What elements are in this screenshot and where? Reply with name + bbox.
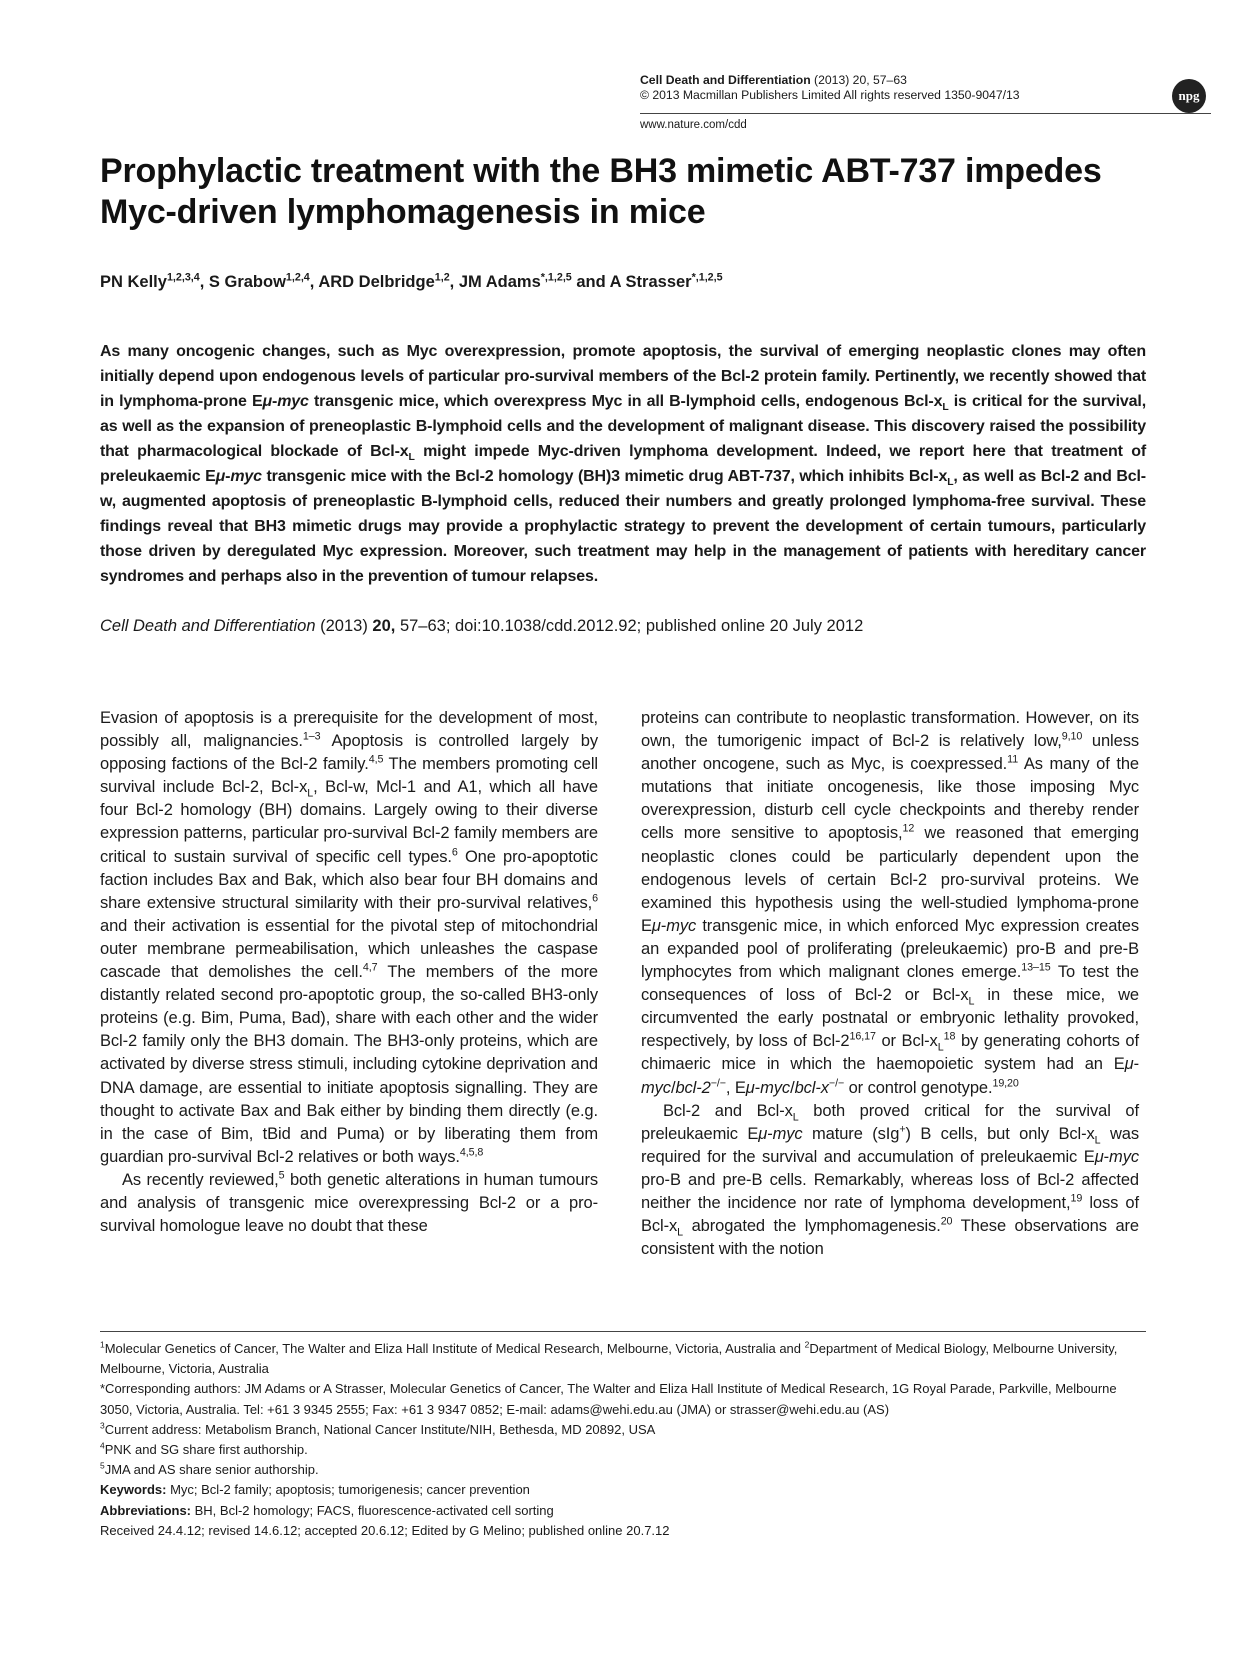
email-link-adams[interactable]: adams@wehi.edu.au <box>550 1401 673 1417</box>
footnotes <box>100 1339 1146 1541</box>
publisher-logo: npg <box>1172 79 1206 113</box>
footnote-divider <box>100 1331 1146 1332</box>
abbreviations: Abbreviations: BH, Bcl-2 homology; FACS, fluorescence-activated cell sorting <box>100 1502 554 1518</box>
body-column-left <box>100 707 598 1238</box>
senior-authorship-footnote: $^5$JMA and AS share senior authorship. <box>100 1460 319 1478</box>
affiliations-footnote: $^1$Molecular Genetics of Cancer, The Walter and Eliza Hall Institute of Medical Research, Melbourne, Victoria, Australia and $^2$Department of Medical Biology, Melbourne University, Melbourne, Victoria, Australia <box>100 1339 1118 1377</box>
author-list: PN Kelly$^{1,2,3,4}$, S Grabow$^{1,2,4}$, ARD Delbridge$^{1,2}$, JM Adams$^{*,1,2,5}$ and A Strasser$^{*,1,2,5}$ <box>100 271 723 291</box>
author-4[interactable]: JM Adams$^{*,1,2,5}$ <box>458 271 572 291</box>
author-2[interactable]: S Grabow$^{1,2,4}$ <box>208 271 310 291</box>
body-column-right <box>641 707 1139 1261</box>
body-paragraph: Bcl-2 and Bcl-$x_L$ both proved critical for the survival of preleukaemic Eμ-myc mature (sIg+) B cells, but only Bcl-$x_L$ was required for the survival and accumulation of preleukaemic Eμ-myc pro-B and pre-B cells. Remarkably, whereas loss of Bcl-2 affected neither the incidence nor rate of lymphoma development,$^{19}$ loss of Bcl-$x_L$ abrogated the lymphomagenesis.$^{20}$ These observations are consistent with the notion <box>641 1101 1140 1259</box>
journal-header <box>640 73 907 87</box>
journal-pages: 57–63 <box>873 73 907 87</box>
author-3[interactable]: ARD Delbridge$^{1,2}$ <box>318 271 450 291</box>
author-5[interactable]: A Strasser$^{*,1,2,5}$ <box>609 271 723 291</box>
header-divider <box>640 113 1211 114</box>
email-link-strasser[interactable]: strasser@wehi.edu.au <box>729 1401 860 1417</box>
author-1[interactable]: PN Kelly$^{1,2,3,4}$ <box>100 271 200 291</box>
copyright-notice: © 2013 Macmillan Publishers Limited All rights reserved 1350-9047/13 <box>640 88 1020 102</box>
received-dates: Received 24.4.12; revised 14.6.12; accepted 20.6.12; Edited by G Melino; published online 20.7.12 <box>100 1522 670 1538</box>
abstract: As many oncogenic changes, such as Myc overexpression, promote apoptosis, the survival of emerging neoplastic clones may often initially depend upon endogenous levels of particular pro-survival members of the Bcl-2 protein family. Pertinently, we recently showed that in lymphoma-prone Eμ-myc transgenic mice, which overexpress Myc in all B-lymphoid cells, endogenous Bcl-$x_L$ is critical for the survival, as well as the expansion of preneoplastic B-lymphoid cells and the development of malignant disease. This discovery raised the possibility that pharmacological blockade of Bcl-$x_L$ might impede Myc-driven lymphoma development. Indeed, we report here that treatment of preleukaemic Eμ-myc transgenic mice with the Bcl-2 homology (BH)3 mimetic drug ABT-737, which inhibits Bcl-$x_L$, as well as Bcl-2 and Bcl-w, augmented apoptosis of preneoplastic B-lymphoid cells, reduced their numbers and greatly prolonged lymphoma-free survival. These findings reveal that BH3 mimetic drugs may provide a prophylactic strategy to prevent the development of certain tumours, particularly those driven by deregulated Myc expression. Moreover, such treatment may help in the management of patients with hereditary cancer syndromes and perhaps also in the prevention of tumour relapses. <box>100 343 1146 585</box>
keywords: Keywords: Myc; Bcl-2 family; apoptosis; tumorigenesis; cancer prevention <box>100 1482 530 1498</box>
article-citation: Cell Death and Differentiation (2013) 20, 57–63; doi:10.1038/cdd.2012.92; published online 20 July 2012 <box>100 617 864 635</box>
corresponding-authors-footnote: *Corresponding authors: JM Adams or A Strasser, Molecular Genetics of Cancer, The Walter and Eliza Hall Institute of Medical Research, 1G Royal Parade, Parkville, Melbourne 3050, Victoria, Australia. Tel: +61 3 9345 2555; Fax: +61 3 9347 0852; E-mail: adams@wehi.edu.au (JMA) or strasser@wehi.edu.au (AS) <box>100 1381 1117 1417</box>
journal-year-volume: (2013) 20, <box>814 73 870 87</box>
article-title: Prophylactic treatment with the BH3 mimetic ABT-737 impedes Myc-driven lymphomagenesis in mice <box>100 152 1102 231</box>
journal-name: Cell Death and Differentiation <box>640 73 811 87</box>
journal-website-link[interactable]: www.nature.com/cdd <box>640 119 747 131</box>
body-paragraph: As recently reviewed,$^5$ both genetic alterations in human tumours and analysis of transgenic mice overexpressing Bcl-2 or a pro-survival homologue leave no doubt that these <box>100 1169 598 1236</box>
current-address-footnote: $^3$Current address: Metabolism Branch, National Cancer Institute/NIH, Bethesda, MD 20892, USA <box>100 1420 656 1437</box>
body-paragraph: proteins can contribute to neoplastic transformation. However, on its own, the tumorigenic impact of Bcl-2 is relatively low,$^{9,10}$ unless another oncogene, such as Myc, is coexpressed.$^{11}$ As many of the mutations that initiate oncogenesis, like those imposing Myc overexpression, disturb cell cycle checkpoints and thereby render cells more sensitive to apoptosis,$^{12}$ we reasoned that emerging neoplastic clones could be particularly dependent upon the endogenous levels of certain Bcl-2 pro-survival proteins. We examined this hypothesis using the well-studied lymphoma-prone Eμ-myc transgenic mice, in which enforced Myc expression creates an expanded pool of proliferating (preleukaemic) pro-B and pre-B lymphocytes from which malignant clones emerge.$^{13-15}$ To test the consequences of loss of Bcl-2 or Bcl-$x_L$ in these mice, we circumvented the early postnatal or embryonic lethality provoked, respectively, by loss of Bcl-2$^{16,17}$ or Bcl-$x_L^{18}$ by generating cohorts of chimaeric mice in which the haemopoietic system had an Eμ-myc/bcl-2−/−, Eμ-myc/bcl-x−/− or control genotype.$^{19,20}$ <box>641 709 1139 1097</box>
first-authorship-footnote: $^4$PNK and SG share first authorship. <box>100 1440 308 1458</box>
body-paragraph: Evasion of apoptosis is a prerequisite for the development of most, possibly all, malignancies.$^{1-3}$ Apoptosis is controlled largely by opposing factions of the Bcl-2 family.$^{4,5}$ The members promoting cell survival include Bcl-2, Bcl-$x_L$, Bcl-w, Mcl-1 and A1, which all have four Bcl-2 homology (BH) domains. Largely owing to their diverse expression patterns, particular pro-survival Bcl-2 family members are critical to sustain survival of specific cell types.$^6$ One pro-apoptotic faction includes Bax and Bak, which also bear four BH domains and share extensive structural similarity with their pro-survival relatives,$^6$ and their activation is essential for the pivotal step of mitochondrial outer membrane permeabilisation, which unleashes the caspase cascade that demolishes the cell.$^{4,7}$ The members of the more distantly related second pro-apoptotic group, the so-called BH3-only proteins (e.g. Bim, Puma, Bad), share with each other and the wider Bcl-2 family only the BH3 domain. The BH3-only proteins, which are activated by diverse stress stimuli, including cytokine deprivation and DNA damage, are essential to initiate apoptosis signalling. They are thought to activate Bax and Bak either by binding them directly (e.g. in the case of Bim, tBid and Puma) or by liberating them from guardian pro-survival Bcl-2 relatives or both ways.$^{4,5,8}$ <box>100 709 599 1166</box>
